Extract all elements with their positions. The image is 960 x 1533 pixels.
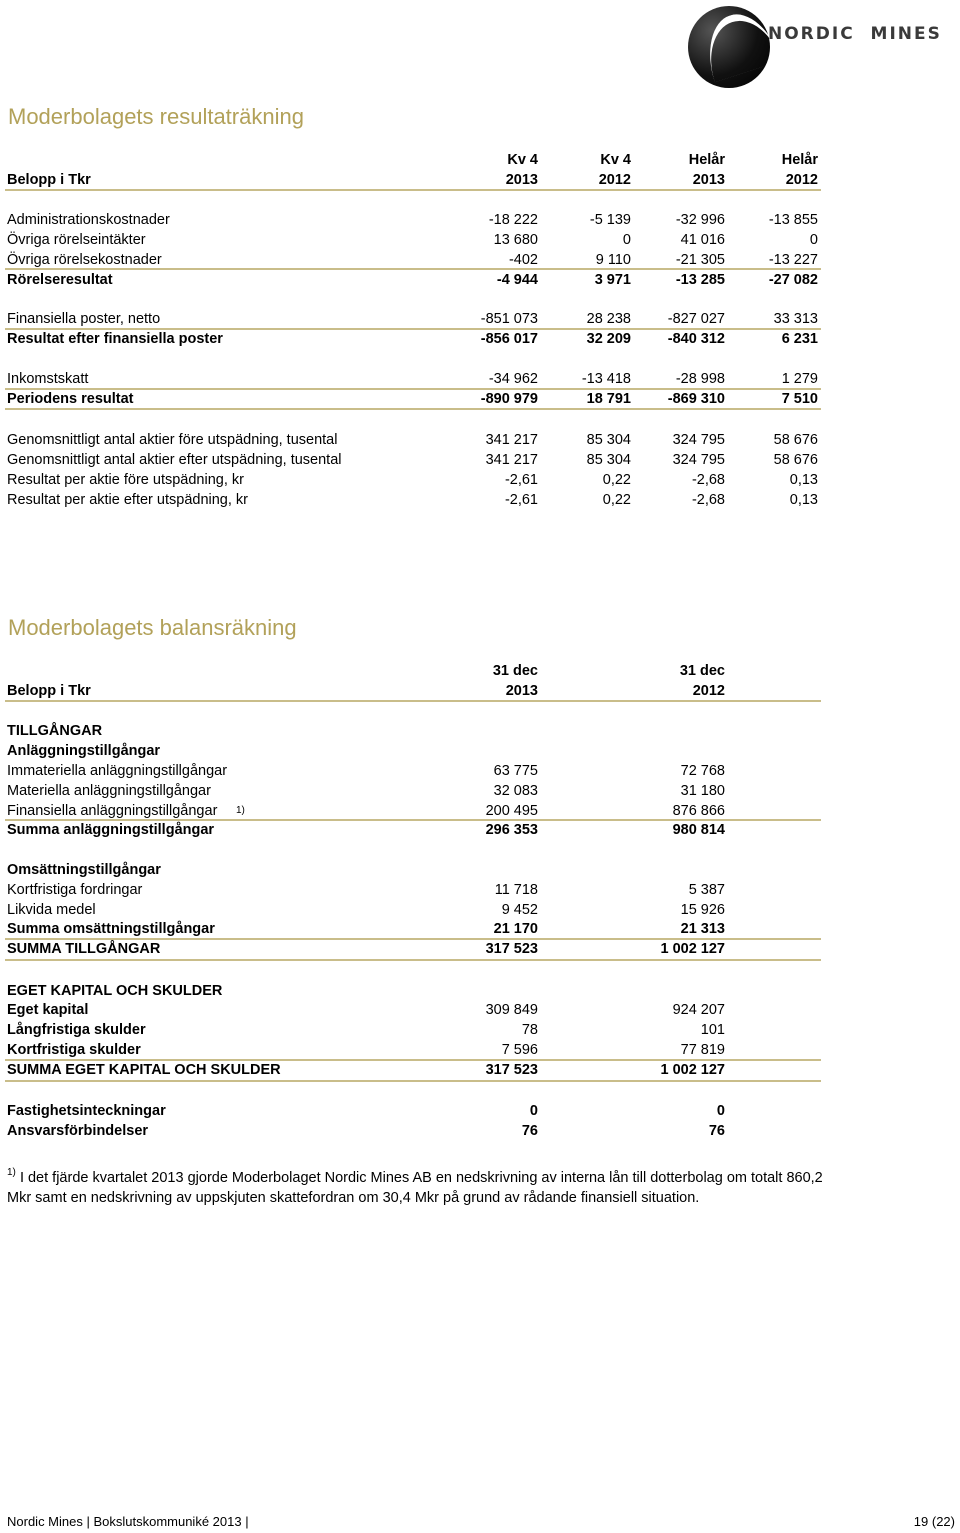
balance-row-value-2: 5 387 xyxy=(688,882,725,898)
balance-row xyxy=(0,721,960,741)
balance-rule xyxy=(5,959,821,961)
income-row-label: Resultat per aktie före utspädning, kr xyxy=(7,472,244,488)
balance-row-value-1: 32 083 xyxy=(493,783,538,799)
income-row-value-1: 341 217 xyxy=(485,432,538,448)
income-row xyxy=(0,470,960,490)
balance-row xyxy=(0,981,960,1001)
balance-row-label: EGET KAPITAL OCH SKULDER xyxy=(7,983,223,999)
income-row-label: Periodens resultat xyxy=(7,391,134,407)
balance-row-label: Kortfristiga skulder xyxy=(7,1042,141,1058)
balance-row-value-2: 980 814 xyxy=(672,822,725,838)
balance-row-label: Materiella anläggningstillgångar xyxy=(7,783,211,799)
income-row-value-2: 18 791 xyxy=(586,391,631,407)
income-row-value-2: 9 110 xyxy=(595,252,631,268)
income-row-label: Inkomstskatt xyxy=(7,371,89,387)
income-row-value-1: -2,61 xyxy=(504,492,538,508)
balance-header-top xyxy=(0,661,960,681)
balance-row xyxy=(0,860,960,880)
logo-wordmark xyxy=(768,24,942,44)
income-row-value-3: -13 285 xyxy=(675,272,725,288)
income-row-value-1: -856 017 xyxy=(480,331,538,347)
balance-row xyxy=(0,880,960,900)
balance-header xyxy=(0,681,960,701)
balance-row xyxy=(0,900,960,920)
balance-row xyxy=(0,1060,960,1080)
balance-row-label: Eget kapital xyxy=(7,1002,89,1018)
income-row-label: Genomsnittligt antal aktier efter utspädning, tusental xyxy=(7,452,342,468)
company-logo xyxy=(684,0,954,92)
balance-header-year-1: 2013 xyxy=(505,683,538,699)
balance-row xyxy=(0,1020,960,1040)
balance-row-value-1: 21 170 xyxy=(493,921,538,937)
balance-row-label: Omsättningstillgångar xyxy=(7,862,161,878)
logo-word-nordic: NORDIC xyxy=(768,24,855,44)
balance-header-rule xyxy=(5,700,821,702)
income-row-value-4: -27 082 xyxy=(768,272,818,288)
balance-row-value-2: 1 002 127 xyxy=(660,941,725,957)
income-row-value-3: 324 795 xyxy=(672,432,725,448)
balance-row-label: Finansiella anläggningstillgångar xyxy=(7,803,218,819)
balance-row-label: TILLGÅNGAR xyxy=(7,723,103,739)
income-row-value-1: -890 979 xyxy=(480,391,538,407)
income-row-value-4: 7 510 xyxy=(781,391,818,407)
income-row-label: Administrationskostnader xyxy=(7,212,170,228)
income-rule xyxy=(5,328,821,330)
income-row-value-2: 0,22 xyxy=(602,492,631,508)
income-row-value-1: -4 944 xyxy=(496,272,538,288)
income-row-value-4: 0,13 xyxy=(789,492,818,508)
balance-row-value-2: 101 xyxy=(700,1022,725,1038)
income-header-year-4: 2012 xyxy=(785,172,818,188)
income-row xyxy=(0,329,960,349)
balance-row xyxy=(0,761,960,781)
balance-row-value-1: 63 775 xyxy=(493,763,538,779)
income-header-top-4: Helår xyxy=(781,152,818,168)
income-row xyxy=(0,490,960,510)
income-row-value-4: 58 676 xyxy=(773,452,818,468)
income-row-value-4: -13 855 xyxy=(768,212,818,228)
logo-word-mines: MINES xyxy=(870,24,942,44)
income-row xyxy=(0,309,960,329)
income-header-top-2: Kv 4 xyxy=(600,152,631,168)
balance-header-year-2: 2012 xyxy=(692,683,725,699)
balance-row-value-2: 876 866 xyxy=(672,803,725,819)
balance-row-label: SUMMA EGET KAPITAL OCH SKULDER xyxy=(7,1062,281,1078)
income-row-value-2: 85 304 xyxy=(586,452,631,468)
balance-row-label: Ansvarsförbindelser xyxy=(7,1123,149,1139)
income-row-value-3: 41 016 xyxy=(680,232,725,248)
balance-row-value-1: 78 xyxy=(521,1022,538,1038)
income-header-year-3: 2013 xyxy=(692,172,725,188)
balance-row xyxy=(0,1000,960,1020)
income-row-value-4: -13 227 xyxy=(768,252,818,268)
balance-row-value-1: 317 523 xyxy=(485,941,538,957)
income-row-value-2: 0,22 xyxy=(602,472,631,488)
balance-rule xyxy=(5,819,821,821)
income-header-year-2: 2012 xyxy=(598,172,631,188)
balance-row-value-1: 11 718 xyxy=(494,882,538,898)
income-row-value-3: -28 998 xyxy=(675,371,725,387)
page-number: 19 (22) xyxy=(913,1514,955,1529)
balance-row-value-2: 76 xyxy=(708,1123,725,1139)
income-rule xyxy=(5,268,821,270)
income-row-value-1: 341 217 xyxy=(485,452,538,468)
balance-row-value-2: 1 002 127 xyxy=(660,1062,725,1078)
income-row-value-1: -34 962 xyxy=(488,371,538,387)
balance-row-value-1: 200 495 xyxy=(485,803,538,819)
income-header-top-1: Kv 4 xyxy=(507,152,538,168)
income-row-label: Övriga rörelsekostnader xyxy=(7,252,162,268)
income-row-label: Genomsnittligt antal aktier före utspädning, tusental xyxy=(7,432,338,448)
balance-row-label: Fastighetsinteckningar xyxy=(7,1103,166,1119)
balance-rule xyxy=(5,1080,821,1082)
balance-row-value-1: 0 xyxy=(529,1103,538,1119)
income-row-label: Rörelseresultat xyxy=(7,272,113,288)
income-row-value-1: 13 680 xyxy=(493,232,538,248)
balance-rule xyxy=(5,1059,821,1061)
balance-row xyxy=(0,820,960,840)
balance-row-label: Långfristiga skulder xyxy=(7,1022,146,1038)
income-row-value-3: -840 312 xyxy=(667,331,725,347)
balance-row-value-1: 317 523 xyxy=(485,1062,538,1078)
income-row-value-4: 6 231 xyxy=(781,331,818,347)
income-header-rule xyxy=(5,189,821,191)
income-row xyxy=(0,250,960,270)
income-row-value-3: -2,68 xyxy=(691,472,725,488)
balance-row-footnote-marker: 1) xyxy=(236,805,245,816)
income-row-value-1: -18 222 xyxy=(488,212,538,228)
balance-header-label: Belopp i Tkr xyxy=(7,683,91,699)
balance-row-value-2: 924 207 xyxy=(672,1002,725,1018)
balance-title: Moderbolagets balansräkning xyxy=(8,615,297,640)
income-row-value-3: -21 305 xyxy=(675,252,725,268)
balance-row xyxy=(0,919,960,939)
income-row-value-2: 32 209 xyxy=(586,331,631,347)
income-row-value-2: 0 xyxy=(622,232,631,248)
income-rule xyxy=(5,388,821,390)
income-row-value-3: -32 996 xyxy=(675,212,725,228)
balance-row xyxy=(0,939,960,959)
balance-row-value-1: 76 xyxy=(521,1123,538,1139)
balance-row xyxy=(0,1101,960,1121)
income-row xyxy=(0,430,960,450)
income-row xyxy=(0,450,960,470)
income-row-value-1: -851 073 xyxy=(480,311,538,327)
balance-row-value-1: 9 452 xyxy=(501,902,538,918)
footnote-marker: 1) xyxy=(7,1167,16,1178)
balance-rule xyxy=(5,938,821,940)
balance-row-label: Likvida medel xyxy=(7,902,96,918)
income-rule xyxy=(5,408,821,410)
income-row-label: Resultat per aktie efter utspädning, kr xyxy=(7,492,248,508)
income-row-label: Resultat efter finansiella poster xyxy=(7,331,223,347)
footnote-text: I det fjärde kvartalet 2013 gjorde Moderbolaget Nordic Mines AB en nedskrivning av interna lån till dotterbolag om totalt 860,2 Mkr samt en nedskrivning av uppskjuten skattefordran om 30,4 Mkr på grund av rådande finansiell situation. xyxy=(7,1170,823,1206)
income-row xyxy=(0,270,960,290)
balance-row-label: Summa omsättningstillgångar xyxy=(7,921,215,937)
income-header xyxy=(0,170,960,190)
income-row-value-2: 3 971 xyxy=(594,272,631,288)
income-row xyxy=(0,389,960,409)
income-row-value-3: -827 027 xyxy=(667,311,725,327)
balance-row-value-2: 77 819 xyxy=(680,1042,725,1058)
income-header-top-3: Helår xyxy=(688,152,725,168)
balance-row-value-1: 309 849 xyxy=(485,1002,538,1018)
income-row xyxy=(0,230,960,250)
income-row-value-4: 1 279 xyxy=(781,371,818,387)
income-row xyxy=(0,210,960,230)
balance-row-value-2: 21 313 xyxy=(680,921,725,937)
balance-row-value-2: 0 xyxy=(716,1103,725,1119)
income-row-value-4: 0,13 xyxy=(789,472,818,488)
balance-row-value-2: 72 768 xyxy=(680,763,725,779)
income-row-label: Finansiella poster, netto xyxy=(7,311,161,327)
income-row-value-3: -869 310 xyxy=(667,391,725,407)
income-header-year-1: 2013 xyxy=(505,172,538,188)
income-row-value-2: -13 418 xyxy=(581,371,631,387)
page-footer: Nordic Mines | Bokslutskommuniké 2013 | xyxy=(7,1514,249,1529)
balance-row-label: Immateriella anläggningstillgångar xyxy=(7,763,228,779)
balance-row-value-2: 31 180 xyxy=(680,783,725,799)
balance-row-label: Anläggningstillgångar xyxy=(7,743,161,759)
balance-row-label: Kortfristiga fordringar xyxy=(7,882,143,898)
income-row-label: Övriga rörelseintäkter xyxy=(7,232,146,248)
balance-row-label: SUMMA TILLGÅNGAR xyxy=(7,941,161,957)
income-row-value-3: 324 795 xyxy=(672,452,725,468)
income-row-value-4: 33 313 xyxy=(773,311,818,327)
income-row xyxy=(0,369,960,389)
balance-row xyxy=(0,1121,960,1141)
balance-row xyxy=(0,1040,960,1060)
balance-row-value-1: 7 596 xyxy=(501,1042,538,1058)
income-row-value-2: 28 238 xyxy=(586,311,631,327)
balance-row xyxy=(0,781,960,801)
balance-header-top-1: 31 dec xyxy=(492,663,538,679)
balance-row xyxy=(0,801,960,821)
income-row-value-1: -402 xyxy=(508,252,538,268)
balance-row xyxy=(0,741,960,761)
income-header-label: Belopp i Tkr xyxy=(7,172,91,188)
income-title: Moderbolagets resultaträkning xyxy=(8,104,304,129)
income-row-value-3: -2,68 xyxy=(691,492,725,508)
income-row-value-1: -2,61 xyxy=(504,472,538,488)
footnote xyxy=(7,1168,827,1208)
income-row-value-2: 85 304 xyxy=(586,432,631,448)
income-row-value-4: 0 xyxy=(809,232,818,248)
income-header-top xyxy=(0,150,960,170)
balance-header-top-2: 31 dec xyxy=(679,663,725,679)
balance-row-label: Summa anläggningstillgångar xyxy=(7,822,215,838)
balance-row-value-2: 15 926 xyxy=(680,902,725,918)
income-row-value-2: -5 139 xyxy=(589,212,631,228)
balance-row-value-1: 296 353 xyxy=(485,822,538,838)
income-row-value-4: 58 676 xyxy=(773,432,818,448)
